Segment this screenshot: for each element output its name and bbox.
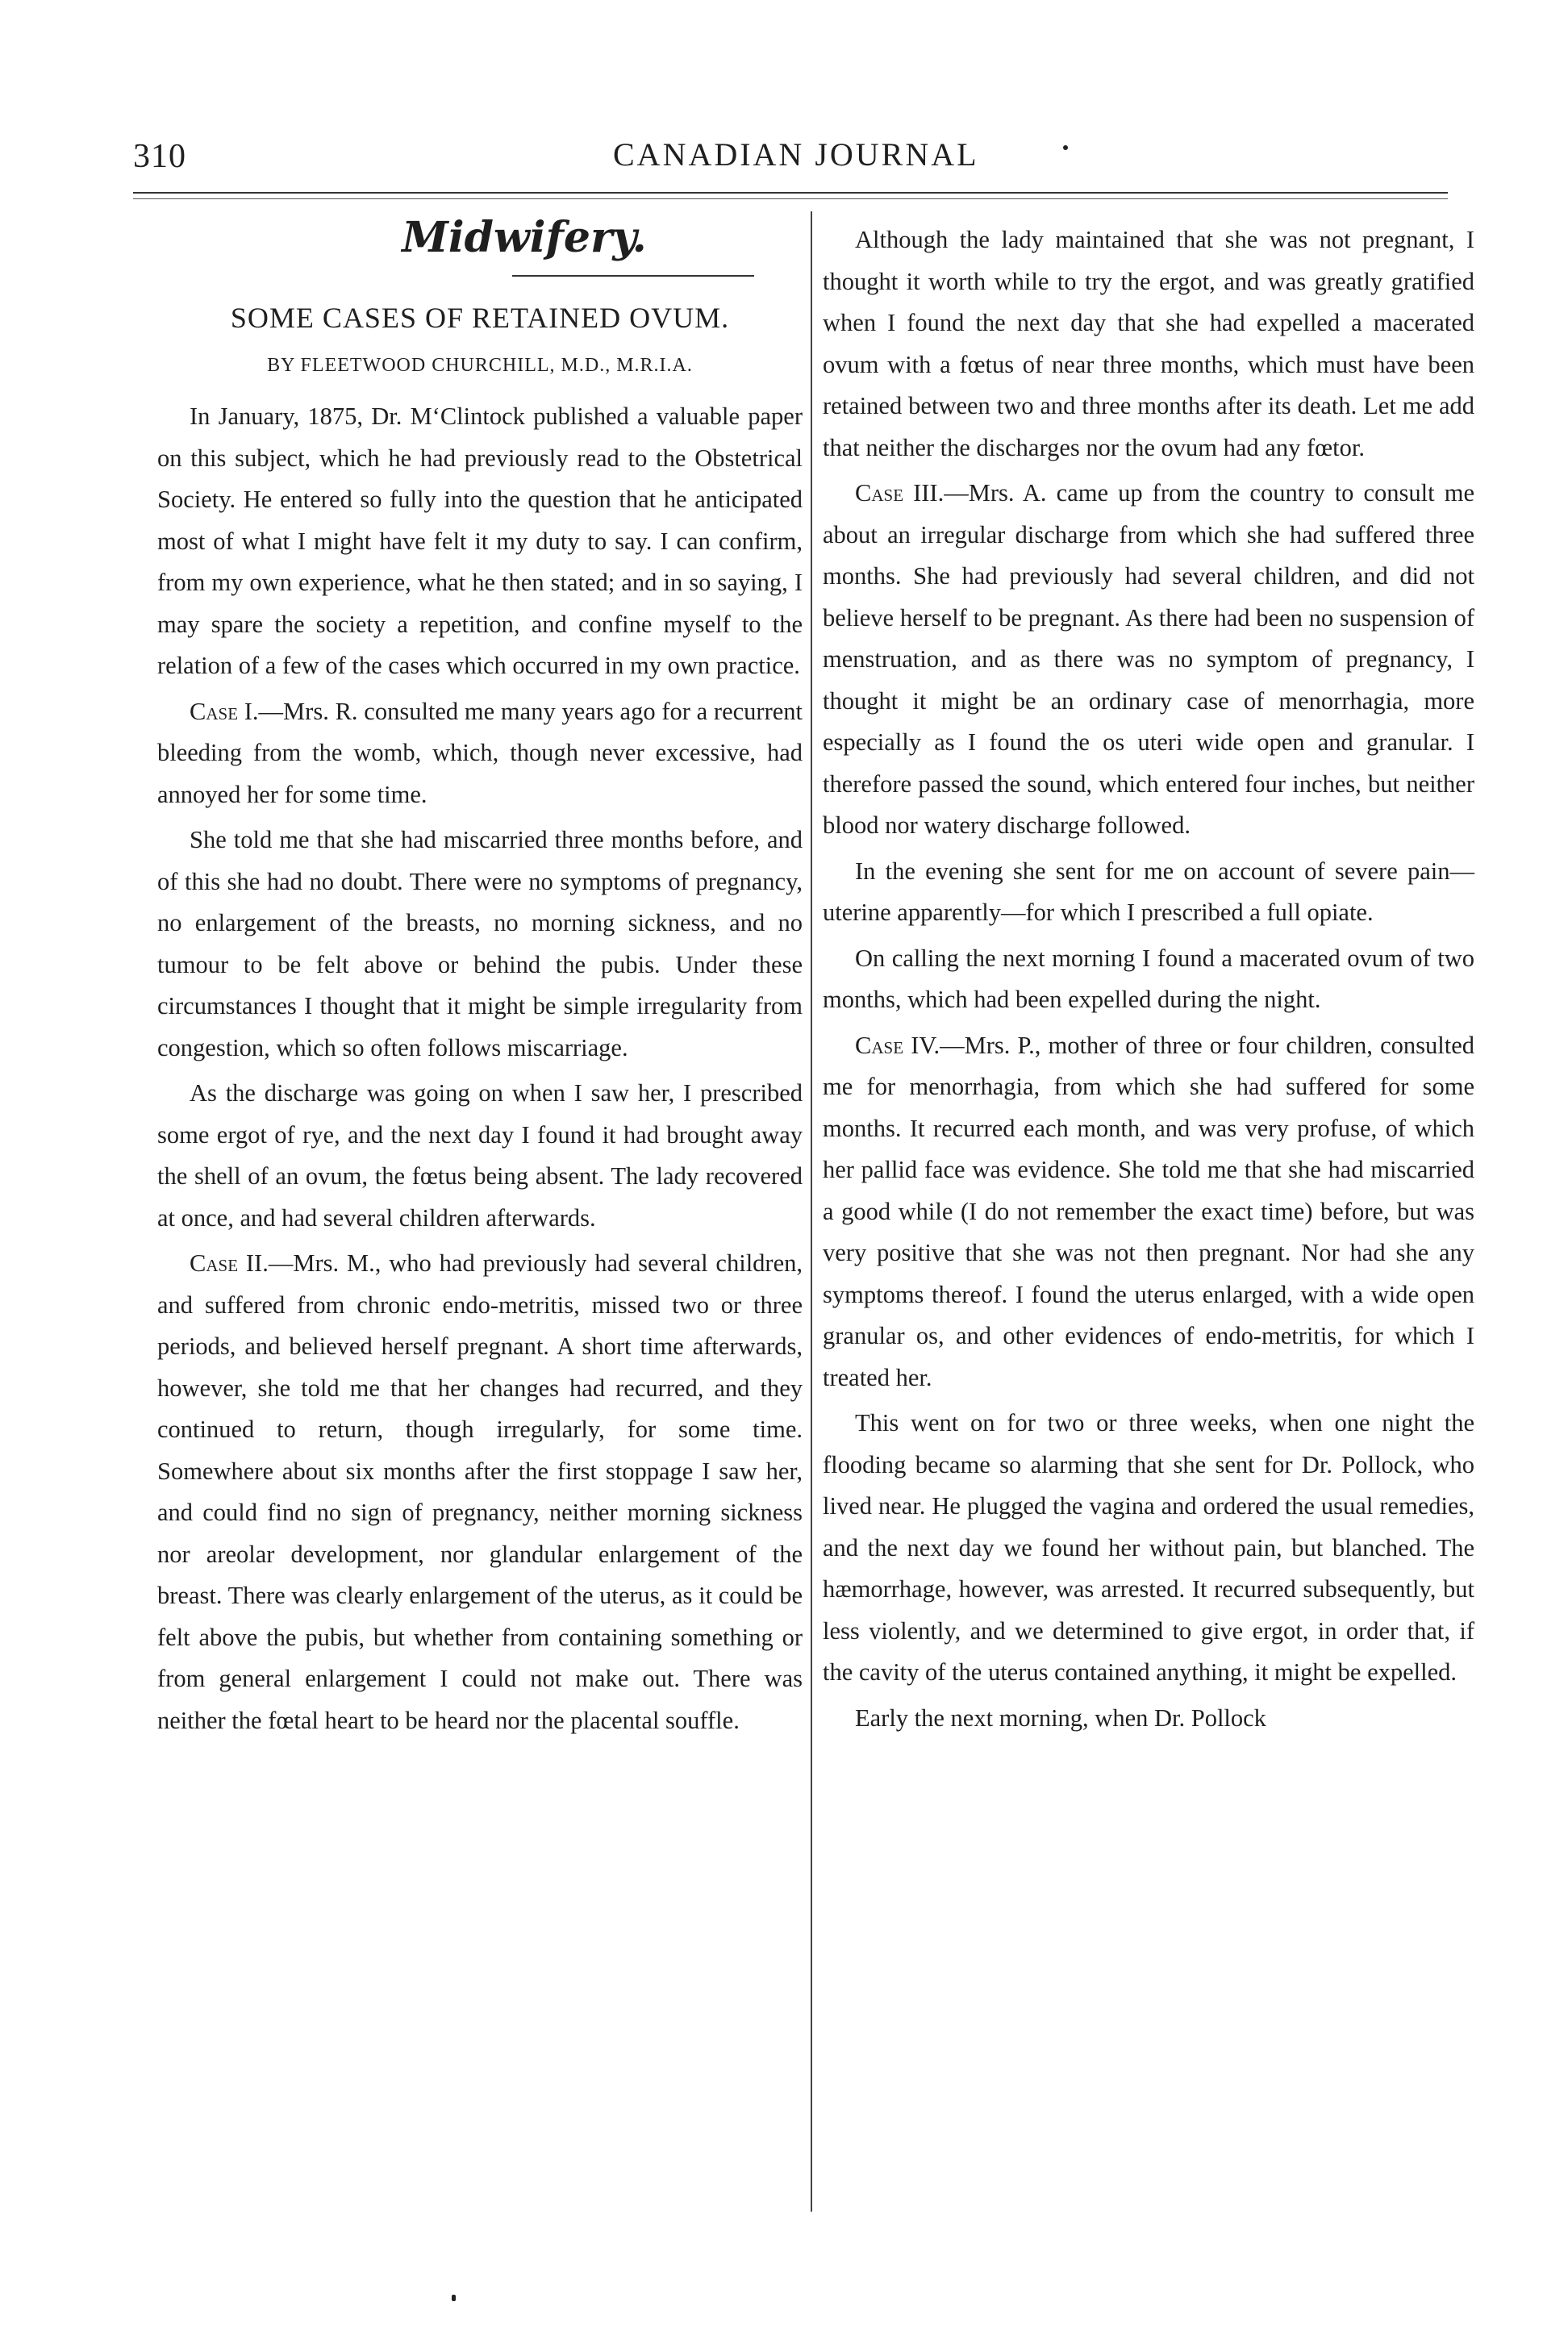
case-heading: Case IV. xyxy=(855,1031,940,1059)
column-divider xyxy=(811,211,812,2212)
paragraph-case-2 xyxy=(157,1243,803,1741)
paragraph: Although the lady maintained that she was not pregnant, I thought it worth while to try the ergot, and was greatly gratified when I found the next day that she had expelled a macerated ovum with a fœtus of near three months, which must have been retained between two and three months after its death. Let me add that neither the discharges nor the ovum had any fœtor. xyxy=(823,226,1474,461)
journal-title: CANADIAN JOURNAL xyxy=(613,136,979,173)
header-ornament-dot xyxy=(1063,145,1068,150)
paragraph: In January, 1875, Dr. M‘Clintock published a valuable paper on this subject, which he had previously read to the Obstetrical Society. He entered so fully into the question that he anticipated most of what I might have felt it my duty to say. I can confirm, from my own experience, what he then stated; and in so saying, I may spare the society a repetition, and confine myself to the relation of a few of the cases which occurred in my own practice. xyxy=(157,402,803,679)
paragraph-case-1 xyxy=(157,691,803,816)
paragraph: This went on for two or three weeks, when one night the flooding became so alarming that she sent for Dr. Pollock, who lived near. He plugged the vagina and ordered the usual remedies, and the next day we found her without pain, but blanched. The hæmorrhage, however, was arrested. It recurred subsequently, but less violently, and we determined to give ergot, in order that, if the cavity of the uterus contained anything, it might be expelled. xyxy=(823,1409,1474,1686)
paragraph: In the evening she sent for me on account of severe pain—uterine apparently—for which I prescribed a full opiate. xyxy=(823,857,1474,926)
case-heading: Case I. xyxy=(190,697,259,725)
right-column xyxy=(823,219,1474,1743)
header-rule-secondary xyxy=(133,198,1448,199)
paragraph: She told me that she had miscarried three months before, and of this she had no doubt. There were no symptoms of pregnancy, no enlargement of the breasts, no morning sickness, and no tumour to be felt above or behind the pubis. Under these circumstances I thought that it might be simple irregularity from congestion, which so often follows miscarriage. xyxy=(157,826,803,1061)
case-heading: Case II. xyxy=(190,1249,269,1277)
paragraph-case-3 xyxy=(823,473,1474,847)
paragraph-case-4 xyxy=(823,1025,1474,1399)
article-byline: BY FLEETWOOD CHURCHILL, M.D., M.R.I.A. xyxy=(267,355,693,376)
paragraph-text: —Mrs. P., mother of three or four children, consulted me for menorrhagia, from which she had suffered for some months. It recurred each month, and was very profuse, of which her pallid face was evidence. She told me that she had miscarried a good while (I do not remember the exact time) before, but was very positive that she was not then pregnant. Nor had she any symptoms thereof. I found the uterus enlarged, with a wide open granular os, and other evidences of endo-metritis, for which I treated her. xyxy=(823,1031,1474,1391)
section-rule xyxy=(512,275,754,277)
paragraph-text: —Mrs. A. came up from the country to consult me about an irregular discharge from which she had suffered three months. She had previously had several children, and did not believe herself to be pregnant. As there had been no suspension of menstruation, and as there was no symptom of pregnancy, I thought it might be an ordinary case of menorrhagia, more especially as I found the os uteri wide open and granular. I therefore passed the sound, which entered four inches, but neither blood nor watery discharge followed. xyxy=(823,479,1474,839)
article-title: SOME CASES OF RETAINED OVUM. xyxy=(230,302,730,334)
section-heading: Midwifery. xyxy=(402,213,647,262)
paragraph-text: —Mrs. M., who had previously had several children, and suffered from chronic endo-metritis, missed two or three periods, and believed herself pregnant. A short time afterwards, however, she told me that her changes had recurred, and they continued to return, though irregularly, for some time. Somewhere about six months after the first stoppage I saw her, and could find no sign of pregnancy, neither morning sickness nor areolar development, nor glandular enlargement of the breast. There was clearly enlargement of the uterus, as it could be felt above the pubis, but whether from containing something or from general enlargement I could not make out. There was neither the fœtal heart to be heard nor the placental souffle. xyxy=(157,1249,803,1734)
paragraph-continued: Early the next morning, when Dr. Pollock xyxy=(855,1703,1266,1732)
paragraph: On calling the next morning I found a macerated ovum of two months, which had been expelled during the night. xyxy=(823,944,1474,1013)
page-number: 310 xyxy=(133,138,186,175)
print-speck xyxy=(452,2295,456,2301)
left-column xyxy=(157,206,803,1745)
paragraph: As the discharge was going on when I saw her, I prescribed some ergot of rye, and the next day I found it had brought away the shell of an ovum, the fœtus being absent. The lady recovered at once, and had several children afterwards. xyxy=(157,1079,803,1232)
header-rule xyxy=(133,192,1448,194)
paragraph-text: —Mrs. R. consulted me many years ago for a recurrent bleeding from the womb, which, though never excessive, had annoyed her for some time. xyxy=(157,697,803,808)
case-heading: Case III. xyxy=(855,479,945,507)
